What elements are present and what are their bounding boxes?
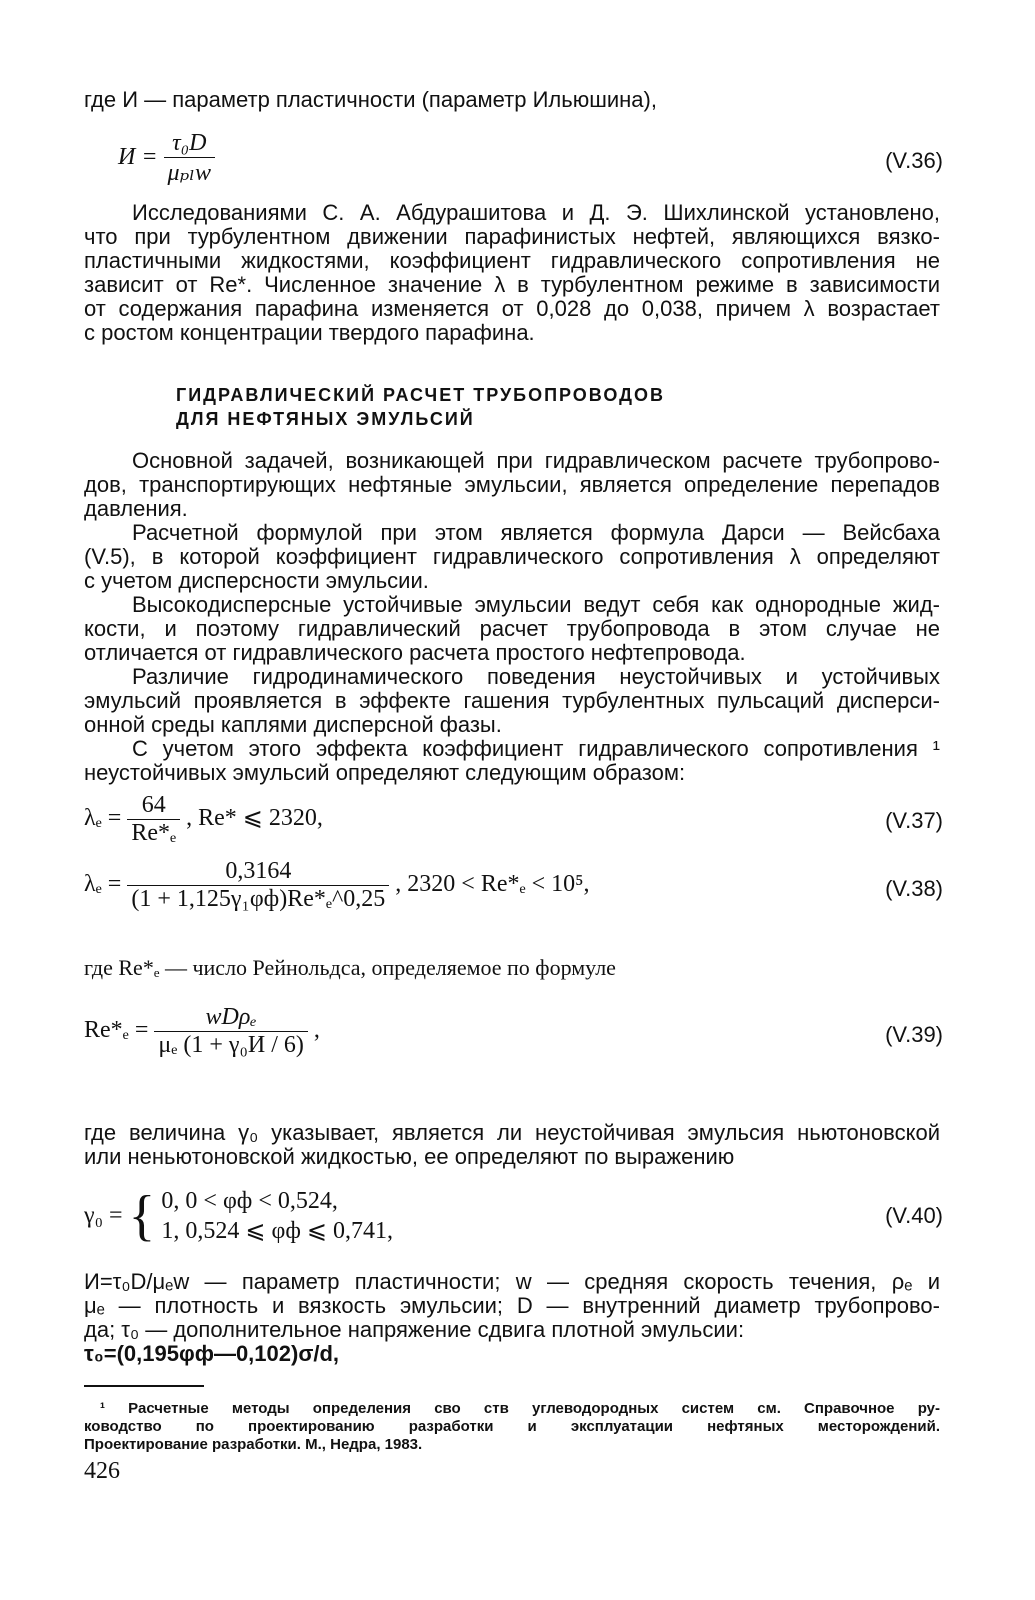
footnote-line: ководство по проектированию разработки и эксплуатации нефтяных месторождений. (84, 1418, 940, 1435)
equation-v38 (84, 858, 590, 913)
paragraph-line: дов, транспортирующих нефтяные эмульсии, является определение перепадов (84, 472, 940, 497)
brace: { (128, 1185, 156, 1247)
eq-lhs: γ₀ = (84, 1202, 123, 1229)
equation-number-v36: (V.36) (885, 148, 943, 173)
paragraph-line: μₑ — плотность и вязкость эмульсии; D — внутренний диаметр трубопрово- (84, 1293, 940, 1318)
heading-line: ДЛЯ НЕФТЯНЫХ ЭМУЛЬСИЙ (176, 409, 475, 429)
eq-lhs: λₑ = (84, 805, 122, 832)
paragraph-line: онной среды каплями дисперсной фазы. (84, 712, 502, 737)
eq-denominator: Re*ₑ (127, 819, 180, 847)
equation-v36 (118, 130, 215, 187)
equation-number-v40: (V.40) (885, 1203, 943, 1228)
paragraph-line: Расчетной формулой при этом является формула Дарси — Вейсбаха (132, 520, 940, 545)
eq-numerator: 64 (141, 792, 166, 818)
eq-case: 0, 0 < φф < 0,524, (161, 1188, 338, 1214)
paragraph-line: (V.5), в которой коэффициент гидравлического сопротивления λ определяют (84, 544, 940, 569)
eq-numerator: 0,3164 (225, 858, 292, 884)
eq-fraction (164, 130, 215, 187)
eq-fraction (154, 1004, 308, 1059)
paragraph-line: что при турбулентном движении парафинистых нефтей, являющихся вязко- (84, 224, 940, 249)
footnote-line: Проектирование разработки. М., Недра, 1983. (84, 1436, 423, 1453)
paragraph-line: С учетом этого эффекта коэффициент гидравлического сопротивления ¹ (132, 736, 940, 761)
eq-lhs: И = (118, 144, 158, 171)
eq-cases (161, 1186, 393, 1246)
paragraph-line: Исследованиями С. А. Абдурашитова и Д. Э. Шихлинской установлено, (132, 200, 940, 225)
eq-denominator: μₚₗw (164, 157, 215, 187)
eq-numerator: wDρₑ (205, 1004, 257, 1030)
paragraph-line: τ₀=(0,195φф—0,102)σ/d, (84, 1341, 340, 1366)
paragraph-line: от содержания парафина изменяется от 0,028 до 0,038, причем λ возрастает (84, 296, 940, 321)
paragraph-line: или неньютоновской жидкостью, ее определяют по выражению (84, 1144, 735, 1169)
page-number: 426 (84, 1458, 120, 1484)
eq-fraction (127, 792, 180, 847)
intro-line: где И — параметр пластичности (параметр Ильюшина), (84, 87, 657, 112)
eq-case: 1, 0,524 ⩽ φф ⩽ 0,741, (161, 1218, 394, 1244)
equation-v40 (84, 1186, 393, 1246)
where-re-line: где Re*ₑ — число Рейнольдса, определяемое по формуле (84, 955, 616, 980)
paragraph-line: эмульсий проявляется в эффекте гашения турбулентных пульсаций дисперси- (84, 688, 940, 713)
eq-denominator: (1 + 1,125γ₁φф)Re*ₑ^0,25 (127, 885, 389, 913)
paragraph-line: зависит от Re*. Численное значение λ в турбулентном режиме в зависимости (84, 272, 940, 297)
eq-condition: , Re* ⩽ 2320, (186, 805, 323, 832)
equation-number-v39: (V.39) (885, 1022, 943, 1047)
heading-line: ГИДРАВЛИЧЕСКИЙ РАСЧЕТ ТРУБОПРОВОДОВ (176, 385, 665, 405)
equation-number-v38: (V.38) (885, 876, 943, 901)
paragraph-line: пластичными жидкостями, коэффициент гидравлического сопротивления не (84, 248, 940, 273)
paragraph-line: Основной задачей, возникающей при гидравлическом расчете трубопрово- (132, 448, 940, 473)
paragraph-line: кости, и поэтому гидравлический расчет трубопровода в этом случае не (84, 616, 940, 641)
paragraph-line: неустойчивых эмульсий определяют следующим образом: (84, 760, 686, 785)
paragraph-line: с учетом дисперсности эмульсии. (84, 568, 429, 593)
eq-lhs: Re*ₑ = (84, 1017, 149, 1044)
paragraph-line: Высокодисперсные устойчивые эмульсии ведут себя как однородные жид- (132, 592, 940, 617)
paragraph-line: где величина γ₀ указывает, является ли неустойчивая эмульсия ньютоновской (84, 1120, 940, 1145)
equation-number-v37: (V.37) (885, 808, 943, 833)
eq-condition: , 2320 < Re*ₑ < 10⁵, (395, 871, 590, 898)
eq-fraction (127, 858, 389, 913)
paragraph-line: отличается от гидравлического расчета простого нефтепровода. (84, 640, 746, 665)
paragraph-line: И=τ₀D/μₑw — параметр пластичности; w — средняя скорость течения, ρₑ и (84, 1269, 940, 1294)
eq-numerator: τ₀D (172, 130, 207, 156)
paragraph-line: давления. (84, 496, 188, 521)
paragraph-line: с ростом концентрации твердого парафина. (84, 320, 535, 345)
equation-v37 (84, 792, 323, 847)
eq-denominator: μₑ (1 + γ₀И / 6) (154, 1031, 308, 1059)
eq-lhs: λₑ = (84, 871, 122, 898)
paragraph-line: Различие гидродинамического поведения неустойчивых и устойчивых (132, 664, 940, 689)
paragraph-line: да; τ₀ — дополнительное напряжение сдвига плотной эмульсии: (84, 1317, 745, 1342)
footnote-line: ¹ Расчетные методы определения сво ств углеводородных систем см. Справочное ру- (100, 1400, 940, 1417)
footnote-rule (84, 1385, 204, 1387)
equation-v39: Re*ₑ = $\frac{\text{wDρₑ}}{\text{μₑ (1 + γ₀И / 6)}}$ , (84, 1004, 320, 1058)
